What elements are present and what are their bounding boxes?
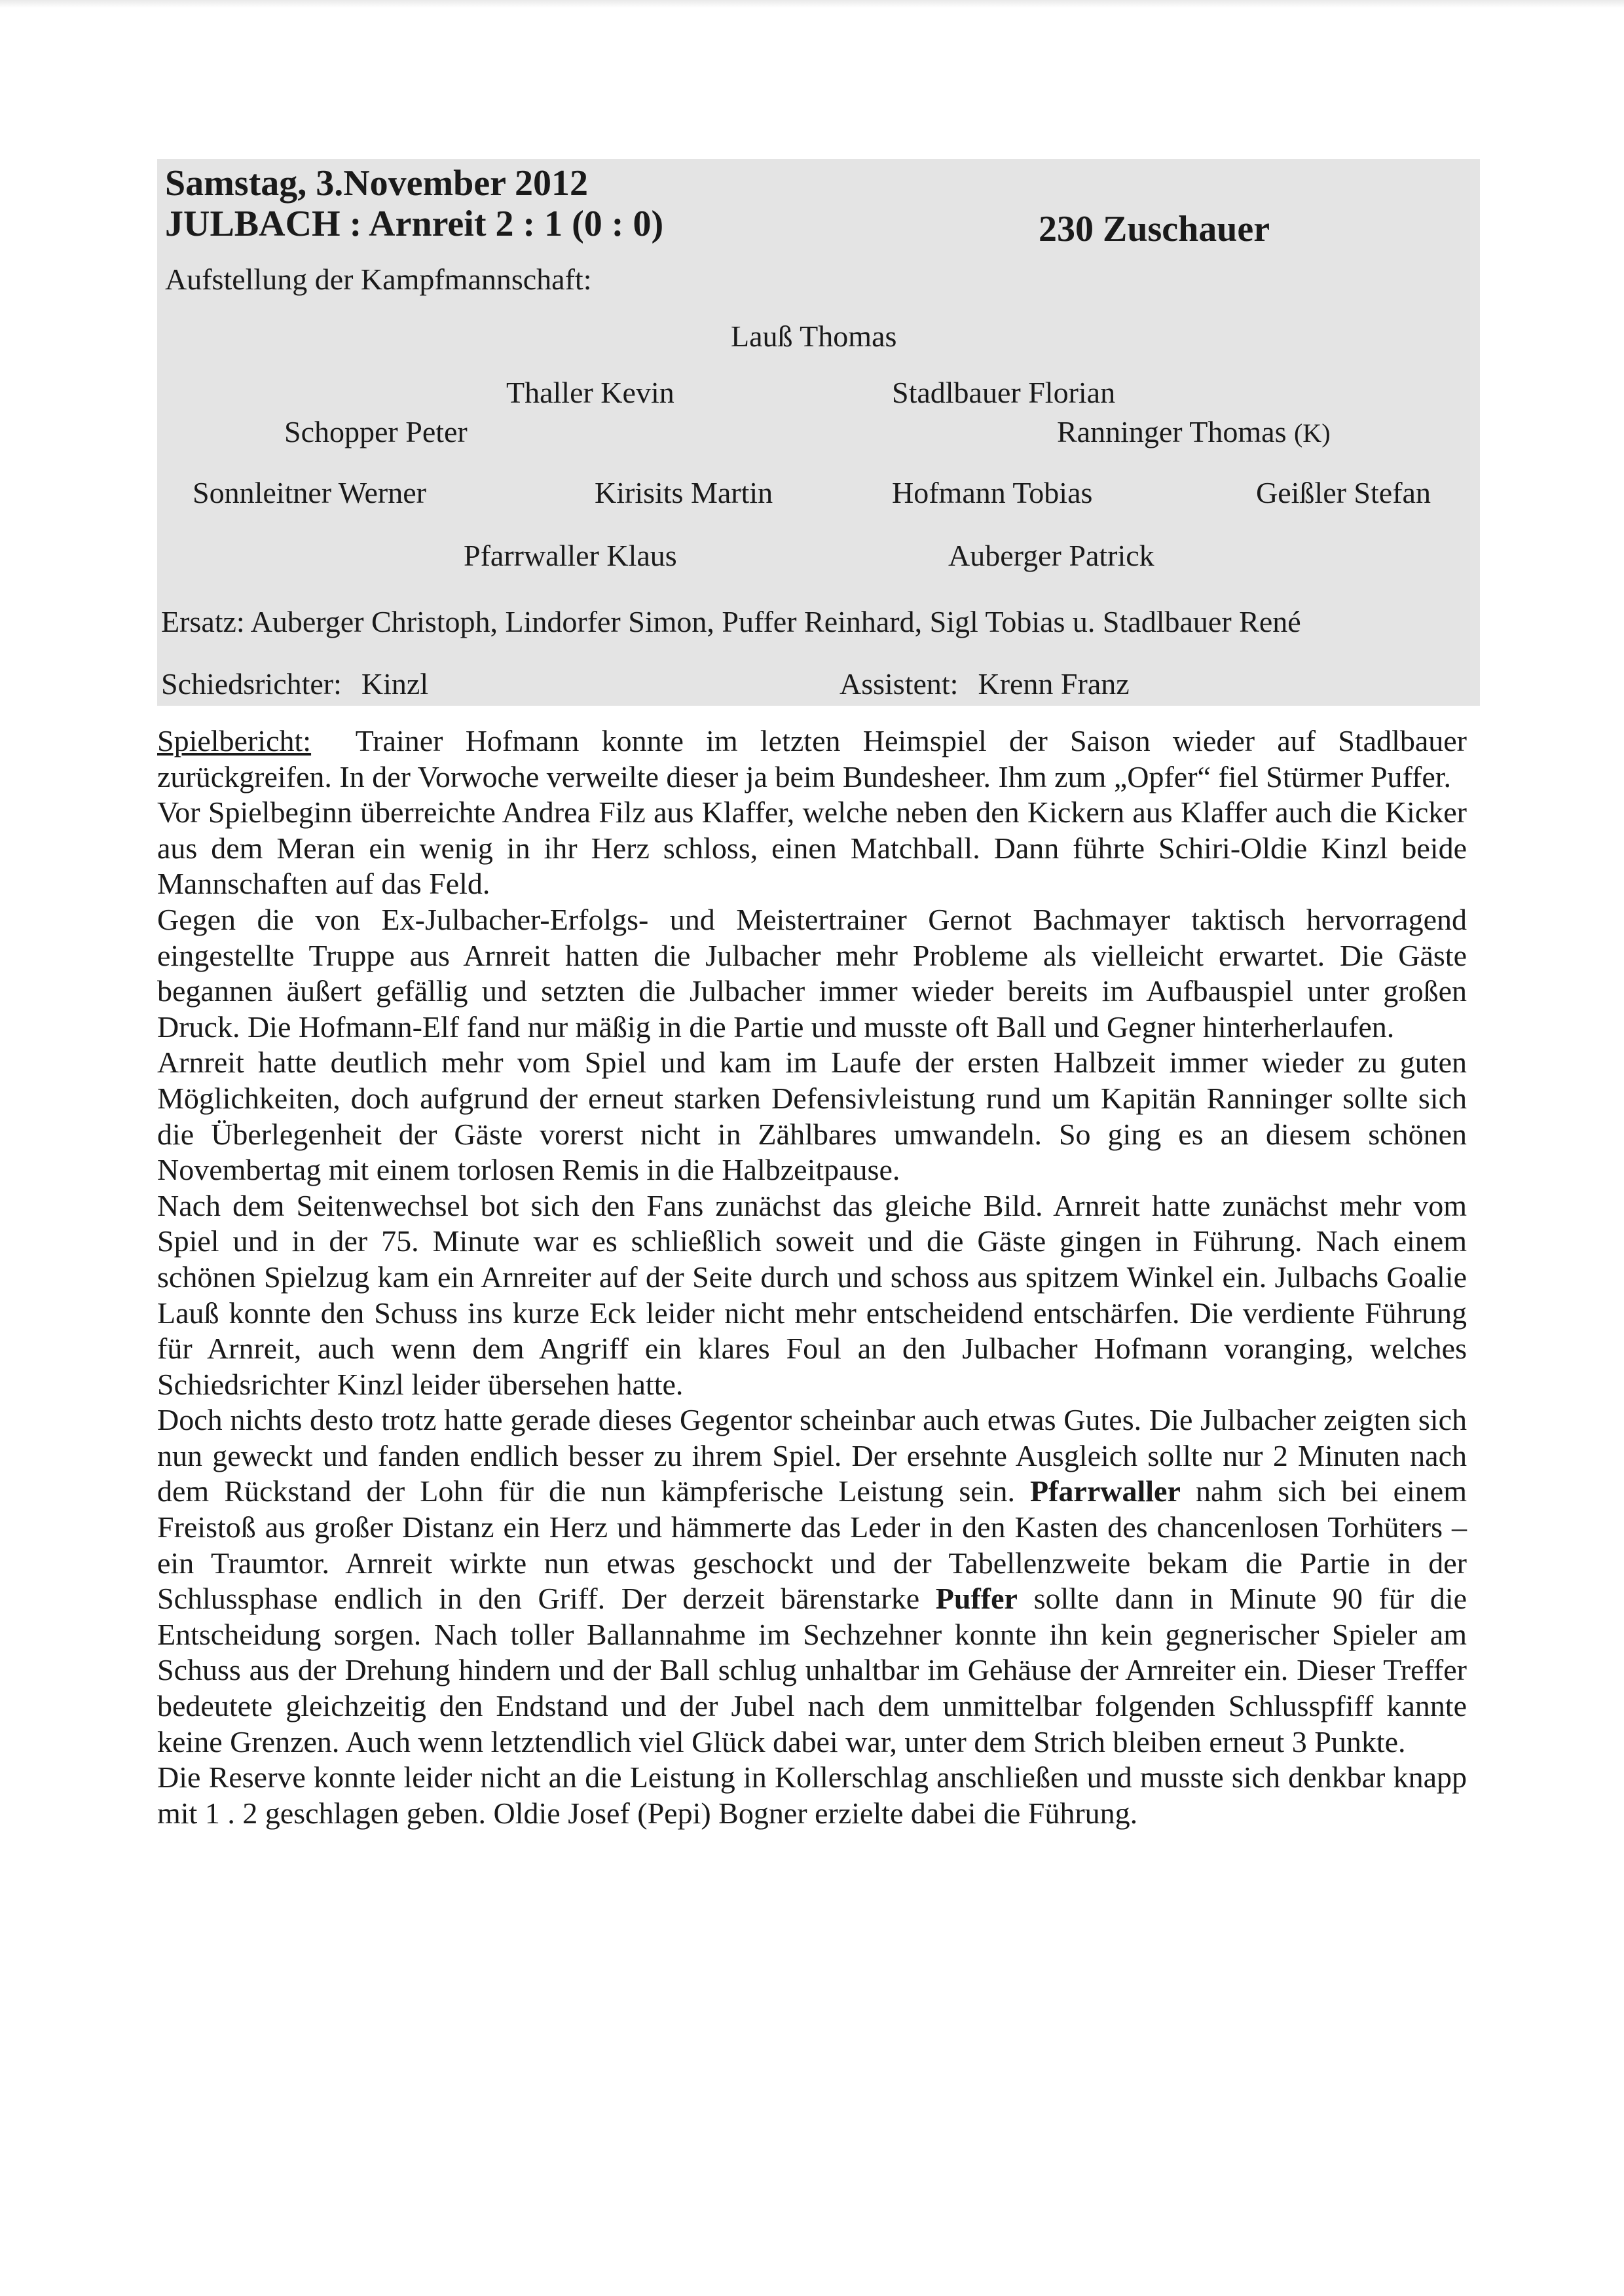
player-geissler: Geißler Stefan: [1256, 476, 1431, 509]
captain-mark: (K): [1293, 418, 1331, 448]
match-date: Samstag, 3.November 2012: [165, 163, 589, 204]
referee-line: [161, 666, 428, 701]
report-paragraph-4: Arnreit hatte deutlich mehr vom Spiel und kam im Laufe der ersten Halbzeit immer wieder zu guten Möglichkeiten, doch aufgrund der erneut starken Defensivleistung rund um Kapitän Ranninger sollte sich die Überlegenheit der Gäste vorerst nicht in Zählbares umwandeln. So ging es an diesem schönen Novembertag mit einem torlosen Remis in die Halbzeitpause.: [157, 1046, 1467, 1187]
match-report: [157, 723, 1467, 1831]
scorer-puffer: Puffer: [935, 1582, 1018, 1616]
player-sonnleitner: Sonnleitner Werner: [193, 476, 426, 509]
report-heading: Spielbericht:: [157, 724, 312, 757]
lineup-heading: Aufstellung der Kampfmannschaft:: [165, 263, 592, 296]
report-text-6b: nahm sich bei einem Freistoß aus großer Distanz ein Herz und hämmerte das Leder in den Kasten des chancenlosen Torhüters – ein Traumtor. Arnreit wirkte nun etwas geschockt und der Tabellenzweite bekam die Partie in der Schlussphase endlich in den Griff. Der derzeit bärenstarke: [157, 1474, 1467, 1616]
assistant-line: [840, 666, 1130, 701]
player-thaller: Thaller Kevin: [506, 376, 674, 409]
match-result: JULBACH : Arnreit 2 : 1 (0 : 0): [165, 204, 664, 244]
assistant-name: Krenn Franz: [978, 667, 1130, 701]
player-pfarrwaller: Pfarrwaller Klaus: [464, 539, 677, 572]
player-ranninger-name: Ranninger Thomas: [1057, 415, 1287, 448]
assistant-label: Assistent:: [840, 667, 959, 701]
report-paragraph-2: Vor Spielbeginn überreichte Andrea Filz aus Klaffer, welche neben den Kickern aus Klaffer auch die Kicker aus dem Meran ein wenig in ihr Herz schloss, einen Matchball. Dann führte Schiri-Oldie Kinzl beide Mannschaften auf das Feld.: [157, 795, 1467, 901]
referee-name: Kinzl: [361, 667, 429, 701]
spectator-count: 230 Zuschauer: [1039, 209, 1270, 249]
report-paragraph-7: Die Reserve konnte leider nicht an die Leistung in Kollerschlag anschließen und musste sich denkbar knapp mit 1 . 2 geschlagen geben. Oldie Josef (Pepi) Bogner erzielte dabei die Führung.: [157, 1760, 1467, 1830]
player-ranninger: [1057, 414, 1331, 449]
player-kirisits: Kirisits Martin: [595, 476, 773, 509]
player-auberger: Auberger Patrick: [948, 539, 1154, 572]
report-text-6a: Doch nichts desto trotz hatte gerade dieses Gegentor scheinbar auch etwas Gutes. Die Julbacher zeigten sich nun geweckt und fanden endlich besser zu ihrem Spiel. Der ersehnte Ausgleich sollte nur 2 Minuten nach dem Rückstand der Lohn für die nun kämpferische Leistung sein.: [157, 1403, 1467, 1508]
report-paragraph-5: Nach dem Seitenwechsel bot sich den Fans zunächst das gleiche Bild. Arnreit hatte zunächst mehr vom Spiel und in der 75. Minute war es schließlich soweit und die Gäste gingen in Führung. Nach einem schönen Spielzug kam ein Arnreiter auf der Seite durch und schoss aus spitzem Winkel ein. Julbachs Goalie Lauß konnte den Schuss ins kurze Eck leider nicht mehr entscheidend entschärfen. Die verdiente Führung für Arnreit, auch wenn dem Angriff ein klares Foul an den Julbacher Hofmann voranging, welches Schiedsrichter Kinzl leider übersehen hatte.: [157, 1188, 1467, 1401]
scan-edge: [0, 0, 1624, 8]
player-goalkeeper: Lauß Thomas: [731, 319, 897, 353]
report-paragraph-3: Gegen die von Ex-Julbacher-Erfolgs- und Meistertrainer Gernot Bachmayer taktisch hervorragend eingestellte Truppe aus Arnreit hatten die Julbacher mehr Probleme als vielleicht erwartet. Die Gäste begannen äußert gefällig und setzten die Julbacher immer wieder bereits im Aufbauspiel unter großen Druck. Die Hofmann-Elf fand nur mäßig in die Partie und musste oft Ball und Gegner hinterherlaufen.: [157, 902, 1467, 1044]
report-text-6c: sollte dann in Minute 90 für die Entscheidung sorgen. Nach toller Ballannahme im Sechzehner konnte ihn kein gegnerischer Spieler am Schuss aus der Drehung hindern und der Ball schlug unhaltbar im Gehäuse der Arnreiter ein. Dieser Treffer bedeutete gleichzeitig den Endstand und der Jubel nach dem unmittelbar folgenden Schlusspfiff kannte keine Grenzen. Auch wenn letztendlich viel Glück dabei war, unter dem Strich bleiben erneut 3 Punkte.: [157, 1582, 1467, 1758]
report-paragraph-6: [157, 1402, 1467, 1760]
player-stadlbauer: Stadlbauer Florian: [892, 376, 1116, 409]
referee-label: Schiedsrichter:: [161, 667, 342, 701]
player-schopper: Schopper Peter: [284, 415, 468, 448]
substitutes-line: Ersatz: Auberger Christoph, Lindorfer Simon, Puffer Reinhard, Sigl Tobias u. Stadlbauer René: [161, 605, 1301, 638]
scorer-pfarrwaller: Pfarrwaller: [1030, 1474, 1181, 1508]
report-paragraph-1: [157, 723, 1467, 795]
report-text-1: Trainer Hofmann konnte im letzten Heimspiel der Saison wieder auf Stadlbauer zurückgreifen. In der Vorwoche verweilte dieser ja beim Bundesheer. Ihm zum „Opfer“ fiel Stürmer Puffer.: [157, 724, 1467, 793]
player-hofmann: Hofmann Tobias: [892, 476, 1093, 509]
